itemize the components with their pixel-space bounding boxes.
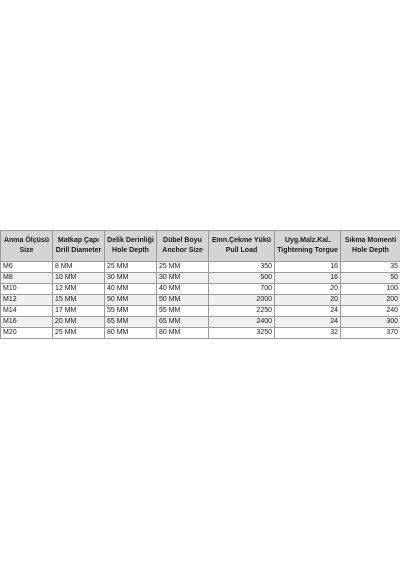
- cell-pull-load: 2250: [209, 306, 275, 317]
- cell-tightening-moment: 35: [341, 262, 400, 273]
- cell-anchor-size: 65 MM: [157, 317, 209, 328]
- table-row: [1, 273, 400, 284]
- cell-anchor-size: 80 MM: [157, 328, 209, 339]
- cell-tightening-moment: 300: [341, 317, 400, 328]
- header-tightening-moment: Sıkma Momenti Hole Depth: [341, 231, 400, 262]
- cell-tightening-moment: 50: [341, 273, 400, 284]
- cell-pull-load: 500: [209, 273, 275, 284]
- table-row: [1, 262, 400, 273]
- header-size: Anma Ölçüsü Size: [1, 231, 53, 262]
- cell-hole-depth: 40 MM: [105, 284, 157, 295]
- table-body: [1, 262, 400, 339]
- cell-pull-load: 3250: [209, 328, 275, 339]
- cell-tightening-torque: 32: [275, 328, 341, 339]
- cell-tightening-moment: 100: [341, 284, 400, 295]
- cell-tightening-torque: 16: [275, 262, 341, 273]
- anchor-spec-table: [0, 230, 400, 339]
- cell-hole-depth: 25 MM: [105, 262, 157, 273]
- cell-tightening-torque: 20: [275, 284, 341, 295]
- cell-tightening-moment: 240: [341, 306, 400, 317]
- cell-size: M8: [1, 273, 53, 284]
- cell-tightening-torque: 24: [275, 317, 341, 328]
- cell-tightening-torque: 20: [275, 295, 341, 306]
- cell-anchor-size: 40 MM: [157, 284, 209, 295]
- cell-drill-diameter: 20 MM: [53, 317, 105, 328]
- cell-pull-load: 350: [209, 262, 275, 273]
- cell-anchor-size: 25 MM: [157, 262, 209, 273]
- cell-pull-load: 700: [209, 284, 275, 295]
- cell-size: M6: [1, 262, 53, 273]
- cell-hole-depth: 55 MM: [105, 306, 157, 317]
- header-pull-load: Emn.Çekme Yükü Pull Load: [209, 231, 275, 262]
- cell-size: M12: [1, 295, 53, 306]
- cell-tightening-moment: 370: [341, 328, 400, 339]
- cell-hole-depth: 30 MM: [105, 273, 157, 284]
- cell-tightening-moment: 200: [341, 295, 400, 306]
- table-row: [1, 284, 400, 295]
- cell-drill-diameter: 17 MM: [53, 306, 105, 317]
- cell-pull-load: 2000: [209, 295, 275, 306]
- cell-anchor-size: 30 MM: [157, 273, 209, 284]
- cell-anchor-size: 50 MM: [157, 295, 209, 306]
- cell-tightening-torque: 16: [275, 273, 341, 284]
- header-tightening-torque: Uyg.Malz.Kal. Tightening Torgue: [275, 231, 341, 262]
- cell-size: M14: [1, 306, 53, 317]
- cell-hole-depth: 50 MM: [105, 295, 157, 306]
- table-row: [1, 306, 400, 317]
- cell-drill-diameter: 15 MM: [53, 295, 105, 306]
- table-row: [1, 317, 400, 328]
- cell-hole-depth: 65 MM: [105, 317, 157, 328]
- header-drill-diameter: Matkap Çapı Drill Diameter: [53, 231, 105, 262]
- table-row: [1, 295, 400, 306]
- cell-size: M20: [1, 328, 53, 339]
- cell-drill-diameter: 8 MM: [53, 262, 105, 273]
- table-row: [1, 328, 400, 339]
- table-header-row: [1, 231, 400, 262]
- header-hole-depth: Delik Derinliği Hole Depth: [105, 231, 157, 262]
- cell-pull-load: 2400: [209, 317, 275, 328]
- cell-drill-diameter: 12 MM: [53, 284, 105, 295]
- cell-size: M16: [1, 317, 53, 328]
- spec-table-container: [0, 230, 400, 339]
- cell-anchor-size: 55 MM: [157, 306, 209, 317]
- cell-tightening-torque: 24: [275, 306, 341, 317]
- cell-hole-depth: 80 MM: [105, 328, 157, 339]
- header-anchor-size: Dübel Boyu Anchor Size: [157, 231, 209, 262]
- cell-drill-diameter: 25 MM: [53, 328, 105, 339]
- cell-size: M10: [1, 284, 53, 295]
- cell-drill-diameter: 10 MM: [53, 273, 105, 284]
